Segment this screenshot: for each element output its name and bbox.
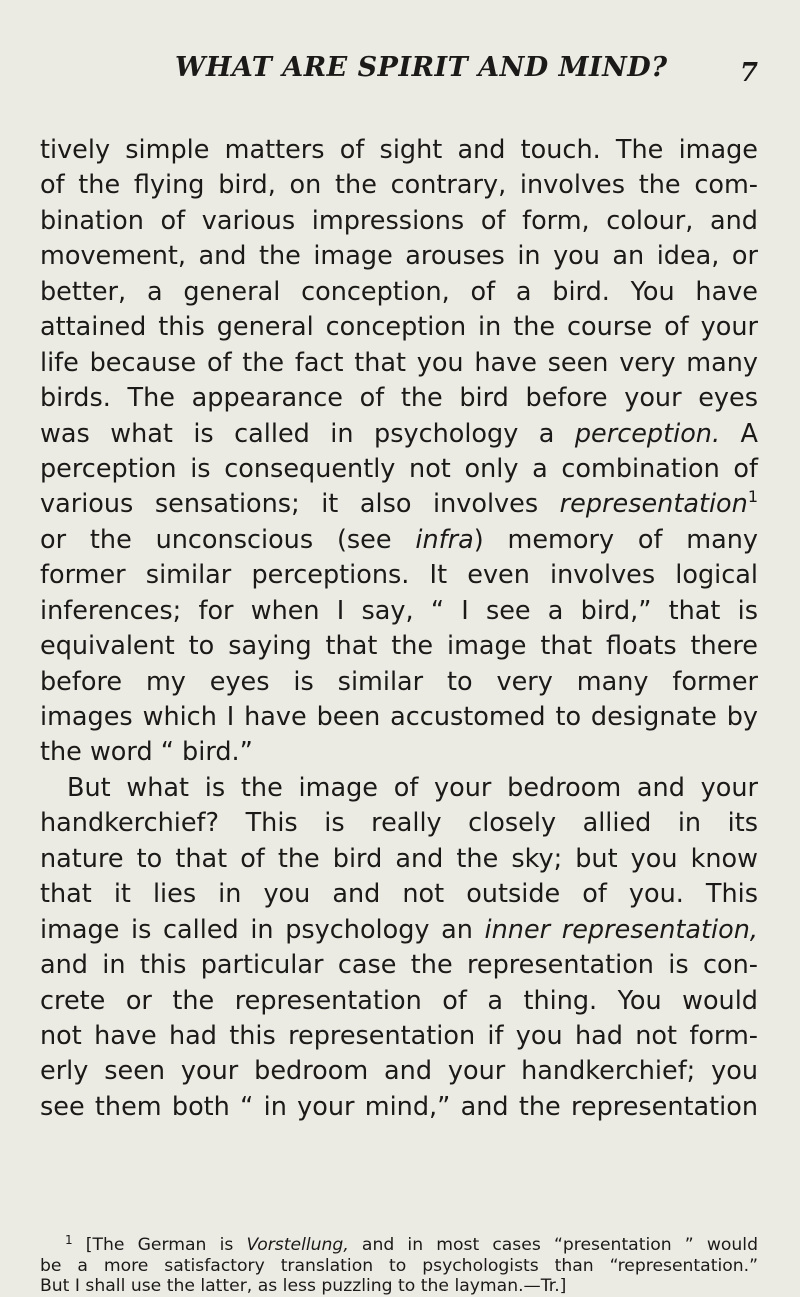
text-line: nature to that of the bird and the sky; but you know [40, 843, 758, 874]
text-line: life because of the fact that you have seen very many [40, 347, 758, 378]
text-line: of the flying bird, on the contrary, involves the com- [40, 170, 758, 201]
text-line: bination of various impressions of form, colour, and [40, 205, 758, 236]
text-line: erly seen your bedroom and your handkerchief; you [40, 1056, 758, 1087]
text-line: the word “ bird.” [40, 737, 253, 768]
text-line: that it lies in you and not outside of you. This [40, 879, 758, 910]
text-line: was what is called in psychology a perception. A [40, 418, 758, 449]
footnote-marker: 1 [65, 1233, 73, 1247]
text-line: see them both “ in your mind,” and the representation [40, 1091, 758, 1122]
text-line: birds. The appearance of the bird before your eyes [40, 383, 758, 414]
text-line: former similar perceptions. It even involves logical [40, 560, 758, 591]
text-line: before my eyes is similar to very many former [40, 666, 758, 697]
footnote-line: $^1$ [The German is Vorstellung, and in most cases “presentation ” would [65, 1233, 758, 1255]
running-title: WHAT ARE SPIRIT AND MIND? [175, 52, 668, 83]
italic-term-perception: perception. [574, 418, 721, 449]
italic-term-infra: infra [415, 524, 474, 555]
text-line: better, a general conception, of a bird. You have [40, 276, 758, 307]
text-line: movement, and the image arouses in you an idea, or [40, 241, 758, 272]
text-line: tively simple matters of sight and touch. The image [40, 135, 758, 165]
italic-term-vorstellung: Vorstellung, [246, 1235, 349, 1255]
footnote-reference: 1 [747, 487, 758, 507]
footnote-line: But I shall use the latter, as less puzzling to the layman.—Tr.] [40, 1276, 567, 1296]
text-line: attained this general conception in the course of your [40, 312, 758, 343]
body-text [40, 133, 758, 1125]
italic-term-inner-representation: inner representation, [484, 914, 758, 945]
page-number: 7 [739, 58, 758, 88]
text-line: perception is consequently not only a combination of [40, 453, 758, 484]
text-line: and in this particular case the representation is con- [40, 950, 758, 981]
text-line: inferences; for when I say, “ I see a bird,” that is [40, 595, 758, 626]
text-line: But what is the image of your bedroom and your [67, 772, 758, 803]
text-line: or the unconscious (see infra) memory of many [40, 524, 758, 555]
text-line: various sensations; it also involves representation$^1$ [40, 487, 758, 520]
footnote-line: be a more satisfactory translation to psychologists than “representation.” [40, 1255, 758, 1276]
page-header [40, 52, 758, 92]
text-line: crete or the representation of a thing. You would [40, 985, 758, 1016]
text-line: equivalent to saying that the image that floats there [40, 631, 758, 662]
text-line: images which I have been accustomed to designate by [40, 702, 758, 732]
italic-term-representation: representation [559, 489, 748, 520]
footnote [40, 1235, 758, 1297]
text-line: not have had this representation if you had not form- [40, 1020, 758, 1051]
text-line: image is called in psychology an inner representation, [40, 914, 758, 945]
text-line: handkerchief? This is really closely allied in its [40, 808, 758, 839]
